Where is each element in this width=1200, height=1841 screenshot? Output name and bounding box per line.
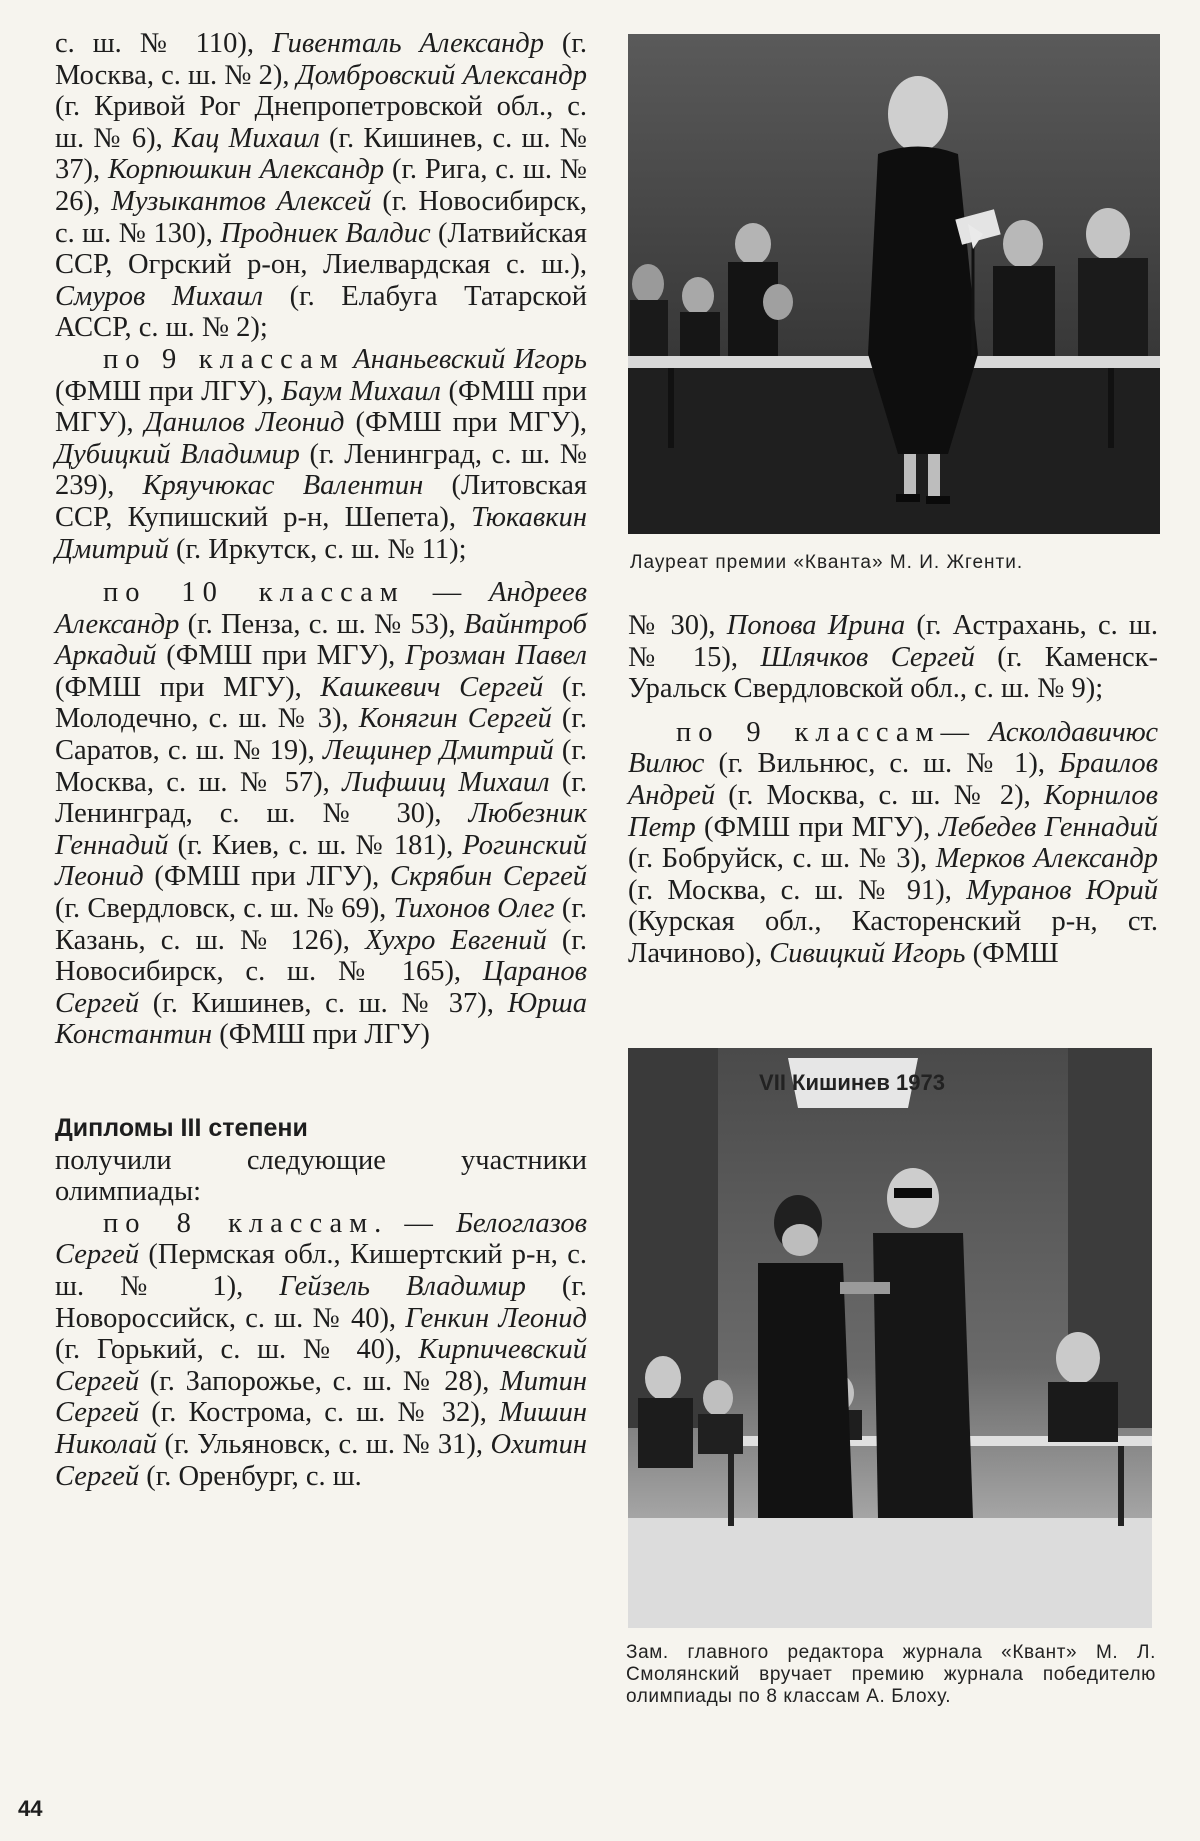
text: (г. Москва, с. ш. № 91), — [628, 874, 967, 906]
text: (ФМШ при ЛГУ) — [212, 1019, 430, 1051]
participant-name: Гейзель Владимир — [279, 1270, 526, 1302]
text: № 30), — [628, 610, 727, 641]
paragraph-grade9-diploma3 — [628, 717, 1158, 970]
participant-name: Царанов Сергей — [55, 956, 587, 1019]
participant-name: Баум Михаил — [281, 375, 441, 407]
participant-name: Данилов Леонид — [144, 407, 345, 439]
text: (г. Рига, с. ш. № 26), — [55, 154, 587, 217]
text: (ФМШ при МГУ), — [156, 640, 406, 672]
text: (г. Москва, с. ш. № 57), — [55, 735, 587, 798]
page-number: 44 — [18, 1796, 43, 1821]
text: (г. Новосибирск, с. ш. № 165), — [55, 924, 588, 988]
left-column — [55, 28, 587, 1492]
participant-name: Гивенталь Александр — [271, 28, 544, 59]
text: (Литовская ССР, Купишский р-н, Шепета), — [55, 470, 588, 533]
participant-name: Генкин Леонид — [405, 1302, 587, 1334]
participant-name: Корнилов Петр — [628, 779, 1158, 843]
text: (г. Иркутск, с. ш. № 11); — [168, 533, 467, 565]
text: (ФМШ при МГУ), — [55, 671, 321, 703]
paragraph-grade9 — [55, 344, 587, 565]
participant-name: Муранов Юрий — [966, 874, 1159, 906]
text: — — [404, 577, 490, 609]
participant-name: Белоглазов Сергей — [55, 1207, 587, 1271]
text: (г. Кривой Рог Днепропетровской обл., с. ш. № 6), — [55, 91, 587, 154]
text: (Латвийская ССР, Огрский р-он, Лиелвардская с. ш.), — [55, 217, 588, 281]
participant-name: Ананьевский Игорь — [353, 343, 587, 375]
participant-name: Хухро Евгений — [365, 924, 547, 956]
grade-label: по 8 классам — [103, 1207, 375, 1239]
text: . — — [374, 1207, 457, 1239]
text: (г. Новороссийск, с. ш. № 40), — [55, 1270, 587, 1334]
participant-name: Музыкантов Алексей — [111, 185, 372, 217]
text: (ФМШ при МГУ), — [695, 811, 939, 843]
banner-text: VII Кишинев 1973 — [759, 1070, 945, 1095]
text: (ФМШ при МГУ), — [344, 407, 587, 439]
text: (г. Молодечно, с. ш. № 3), — [55, 671, 587, 735]
text: (Курская обл., Касторенский р-н, ст. Лачиново), — [628, 906, 1158, 969]
participant-name: Любезник Геннадий — [55, 798, 587, 861]
text: (г. Ленинград, с. ш. № 239), — [55, 438, 587, 502]
text: (г. Каменск-Уральск Свердловской обл., с. ш. № 9); — [628, 641, 1158, 705]
photo-laureate-image — [628, 34, 1160, 534]
photo-award-caption: Зам. главного редактора журнала «Квант» М. Л. Смолянский вручает премию журнала победителю олимпиады по 8 классам А. Блоху. — [626, 1642, 1156, 1707]
paragraph-grade8-end — [628, 610, 1158, 705]
participant-name: Продниек Валдис — [220, 217, 431, 249]
section-heading: Дипломы III степени — [55, 1114, 308, 1142]
participant-name: Тюкавкин Дмитрий — [55, 501, 587, 565]
participant-name: Лещинер Дмитрий — [322, 735, 554, 767]
paragraph-grade8-diploma3 — [55, 1208, 587, 1492]
text: (г. Киев, с. ш. № 181), — [168, 829, 463, 861]
participant-name: Шлячков Сергей — [760, 641, 975, 673]
text: с. ш. № 110), — [55, 28, 272, 59]
text: (г. Оренбург, с. ш. — [139, 1460, 362, 1492]
text: (г. Пенза, с. ш. № 53), — [179, 608, 464, 640]
participant-name: Асколдавичюс Вилюс — [628, 716, 1159, 780]
photo-award-image — [628, 1048, 1152, 1628]
text: (г. Новосибирск, с. ш. № 130), — [55, 185, 587, 249]
participant-name: Тихонов Олег — [393, 893, 555, 925]
text: (Пермская обл., Кишертский р-н, с. ш. № 1), — [55, 1239, 587, 1302]
participant-name: Юрша Константин — [55, 987, 587, 1051]
participant-name: Дубицкий Владимир — [55, 438, 300, 470]
text: (г. Запорожье, с. ш. № 28), — [139, 1365, 501, 1397]
grade-label: по 10 классам — [103, 577, 405, 609]
text: (г. Кострома, с. ш. № 32), — [139, 1397, 500, 1429]
participant-name: Мерков Александр — [935, 843, 1158, 875]
text: (г. Вильнюс, с. ш. № 1), — [704, 748, 1060, 780]
participant-name: Мишин Николай — [55, 1397, 587, 1460]
participant-name: Кирпичевский Сергей — [55, 1334, 587, 1397]
paragraph-grade8-continued — [55, 28, 587, 344]
participant-name: Попова Ирина — [726, 610, 906, 641]
participant-name: Рогинский Леонид — [55, 829, 587, 893]
text: (г. Астрахань, с. ш. № 15), — [628, 610, 1159, 673]
participant-name: Вайнтроб Аркадий — [55, 608, 587, 672]
participant-name: Охитин Сергей — [55, 1428, 587, 1492]
text: (г. Ленинград, с. ш. № 30), — [55, 766, 587, 830]
participant-name: Кашкевич Сергей — [320, 671, 544, 703]
participant-name: Лифшиц Михаил — [342, 766, 550, 798]
participant-name: Сивицкий Игорь — [769, 937, 966, 969]
text: (г. Елабуга Татарской АССР, с. ш. № 2); — [55, 280, 587, 344]
participant-name: Скрябин Сергей — [389, 861, 587, 893]
section-intro: получили следующие участники олимпиады: — [55, 1144, 587, 1208]
photo-laureate — [628, 34, 1160, 534]
paragraph-grade10 — [55, 577, 587, 1051]
text: (ФМШ — [965, 937, 1059, 969]
photo-award-ceremony — [628, 1048, 1152, 1628]
text: (г. Ульяновск, с. ш. № 31), — [156, 1428, 491, 1460]
participant-name: Конягин Сергей — [358, 703, 552, 735]
text: (ФМШ при ЛГУ), — [143, 861, 390, 893]
participant-name: Кац Михаил — [171, 122, 320, 154]
participant-name: Браилов Андрей — [628, 748, 1158, 811]
text: — — [940, 716, 989, 748]
participant-name: Грозман Павел — [405, 640, 587, 672]
text: (г. Саратов, с. ш. № 19), — [55, 703, 588, 767]
participant-name: Лебедев Геннадий — [938, 811, 1159, 843]
participant-name: Митин Сергей — [55, 1365, 587, 1429]
text: (г. Свердловск, с. ш. № 69), — [55, 893, 394, 925]
participant-name: Кряучюкас Валентин — [142, 470, 424, 502]
text: (г. Бобруйск, с. ш. № 3), — [628, 843, 936, 875]
text: (г. Кишинев, с. ш. № 37), — [139, 987, 508, 1019]
participant-name: Андреев Александр — [55, 577, 587, 640]
text: (г. Москва, с. ш. № 2), — [55, 28, 587, 91]
text: (г. Горький, с. ш. № 40), — [55, 1334, 419, 1366]
text: (г. Кишинев, с. ш. № 37), — [55, 122, 587, 186]
grade-label: по 9 классам — [676, 716, 941, 748]
participant-name: Смуров Михаил — [55, 280, 264, 312]
right-column — [628, 610, 1158, 970]
participant-name: Домбровский Александр — [296, 59, 587, 91]
photo-laureate-caption: Лауреат премии «Кванта» М. И. Жгенти. — [630, 552, 1024, 573]
participant-name: Корпюшкин Александр — [107, 154, 385, 186]
text: (ФМШ при МГУ), — [55, 375, 587, 439]
text: (г. Москва, с. ш. № 2), — [715, 779, 1044, 811]
text: (ФМШ при ЛГУ), — [55, 375, 282, 407]
text: (г. Казань, с. ш. № 126), — [55, 893, 588, 956]
grade-label: по 9 классам — [103, 343, 345, 375]
